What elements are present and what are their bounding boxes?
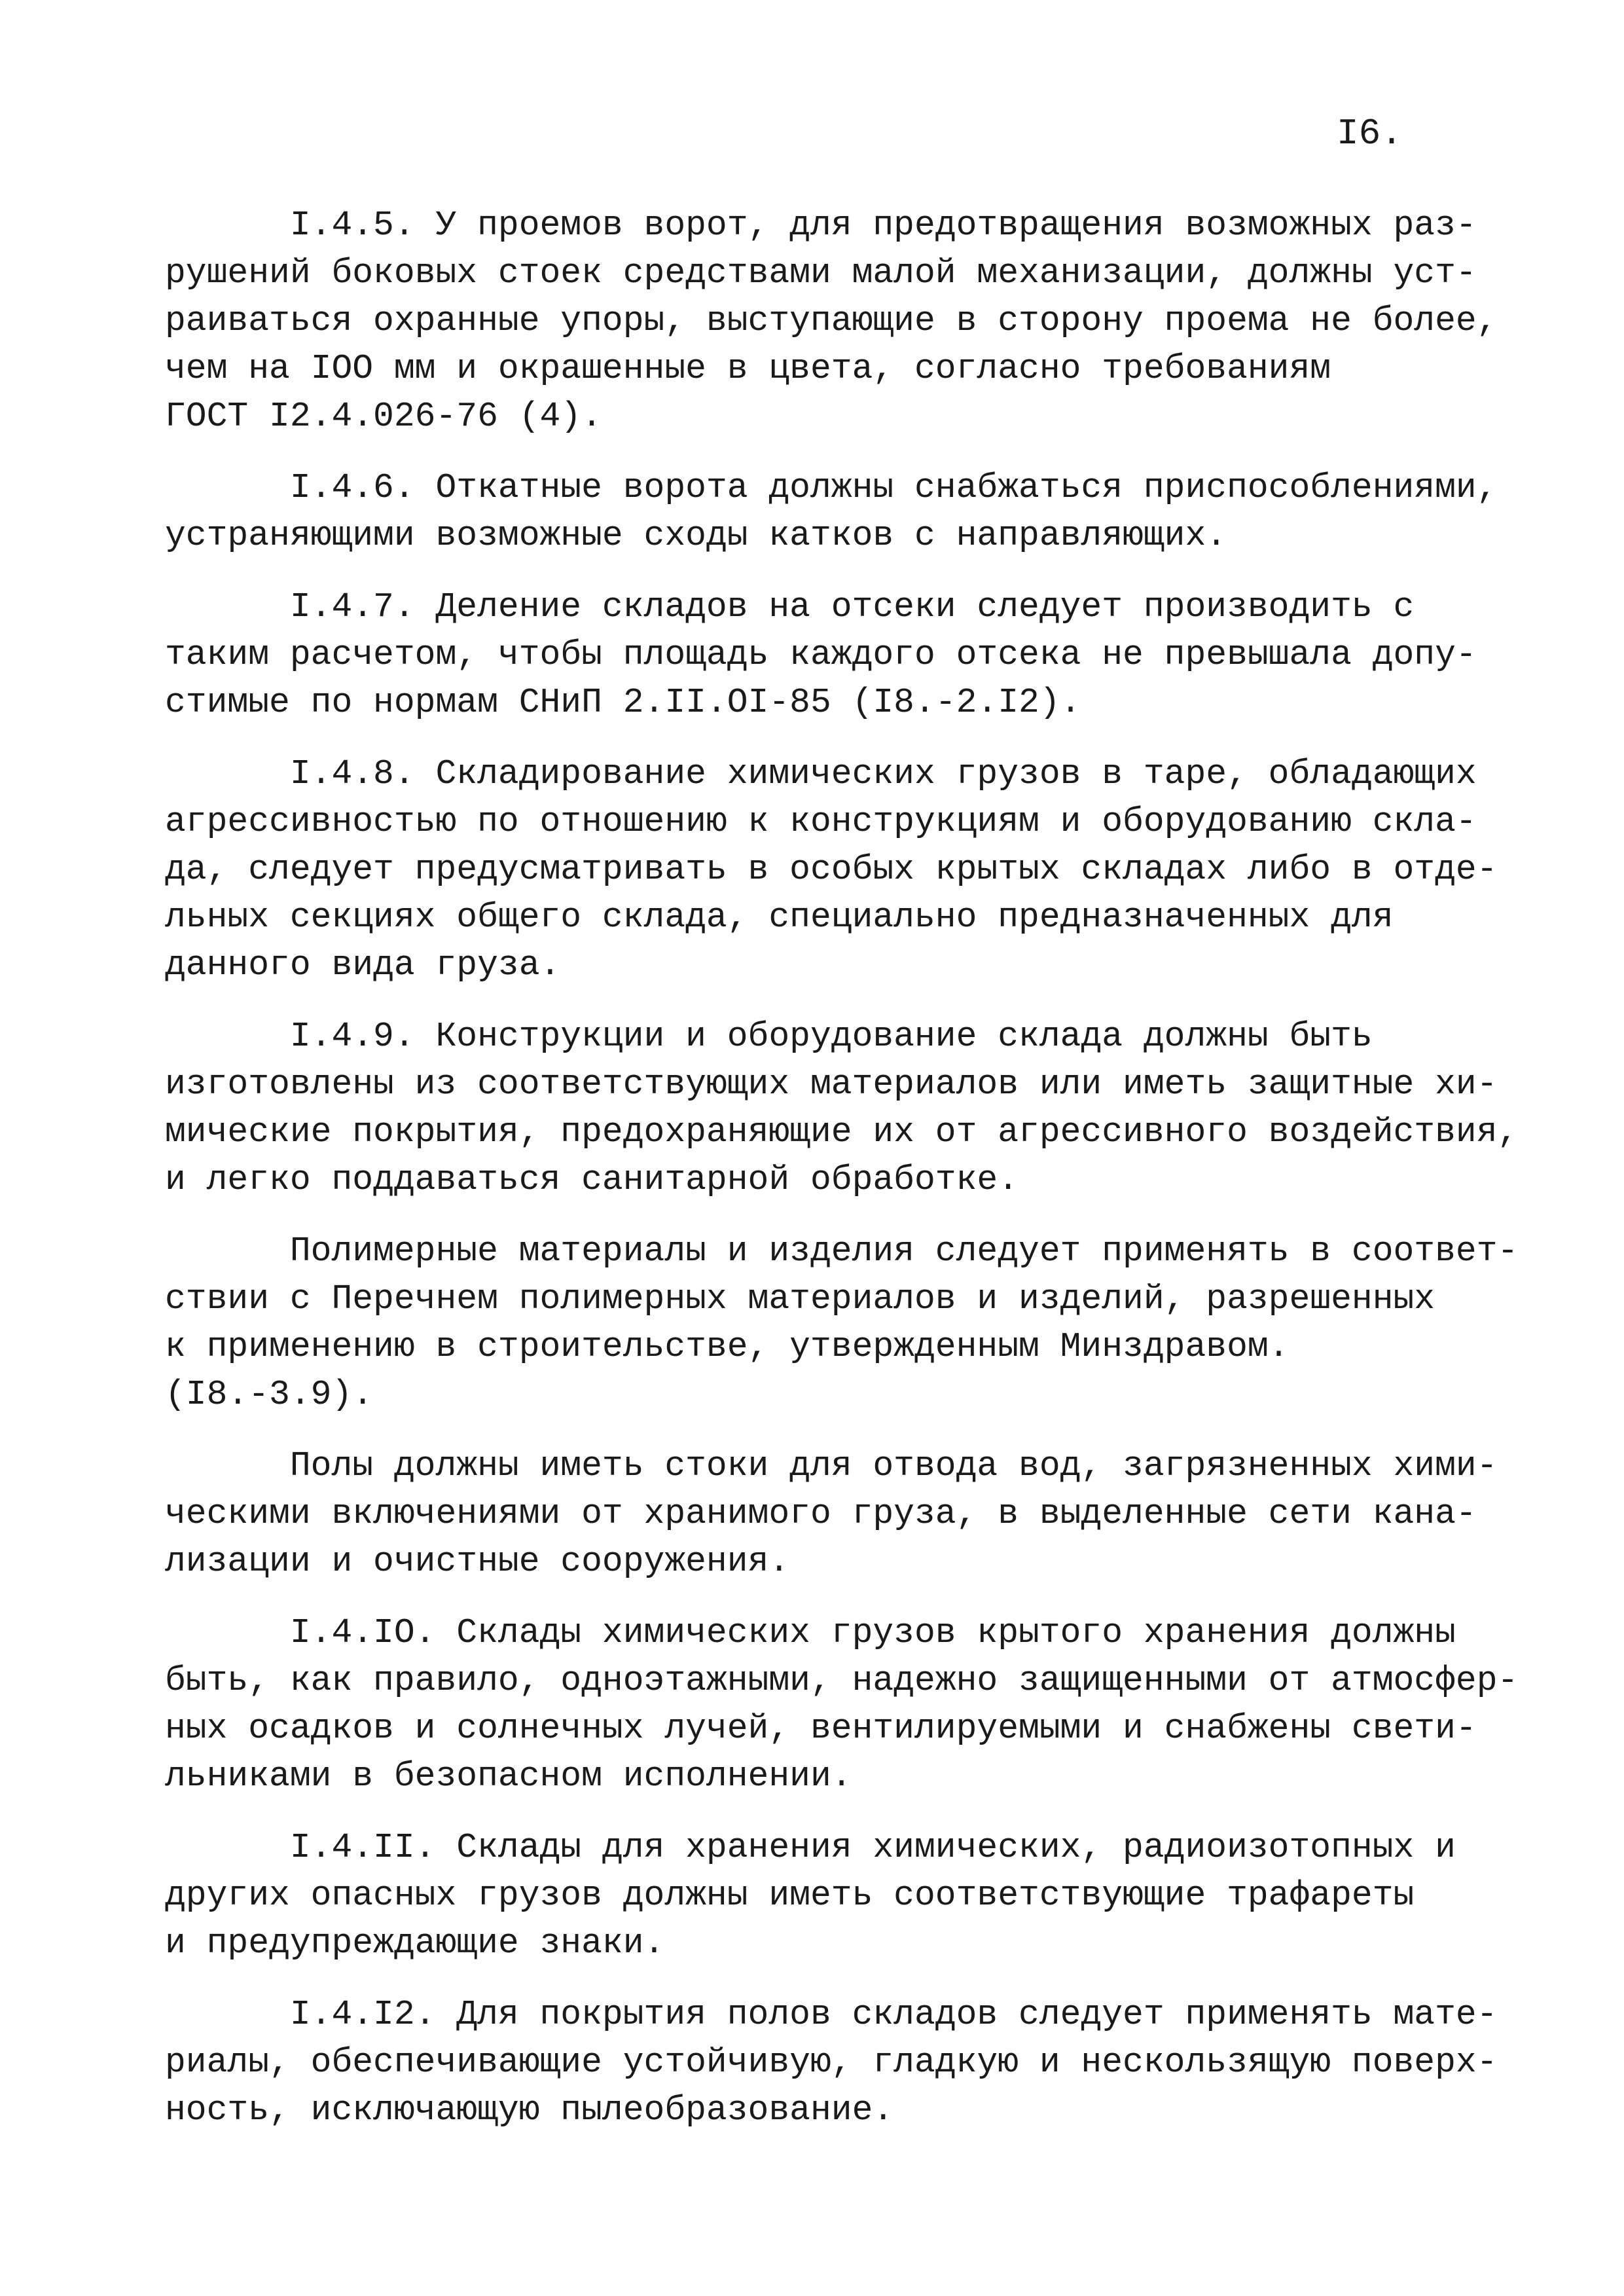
text-line: ГОСТ I2.4.026-76 (4). [165, 397, 602, 436]
text-line: да, следует предусматривать в особых крытых складах либо в отде- [165, 850, 1498, 889]
paragraph [165, 583, 1526, 727]
paragraph [165, 1824, 1526, 1967]
text-line: и предупреждающие знаки. [165, 1923, 665, 1963]
text-line: лизации и очистные сооружения. [165, 1542, 790, 1581]
text-line: I.4.6. Откатные ворота должны снабжаться приспособлениями, [165, 468, 1498, 507]
text-line: мические покрытия, предохраняющие их от агрессивного воздействия, [165, 1112, 1519, 1152]
text-line: и легко поддаваться санитарной обработке. [165, 1160, 1019, 1199]
paragraph [165, 1442, 1526, 1586]
text-line: ных осадков и солнечных лучей, вентилируемыми и снабжены свети- [165, 1709, 1477, 1748]
text-line: I.4.5. У проемов ворот, для предотвращения возможных раз- [165, 206, 1477, 245]
paragraph [165, 464, 1526, 560]
text-line: изготовлены из соответствующих материалов или иметь защитные хи- [165, 1065, 1498, 1104]
text-line: агрессивностью по отношению к конструкциям и оборудованию скла- [165, 802, 1477, 841]
text-line: ствии с Перечнем полимерных материалов и изделий, разрешенных [165, 1279, 1435, 1319]
text-line: к применению в строительстве, утвержденным Минздравом. [165, 1327, 1290, 1366]
text-line: (I8.-3.9). [165, 1375, 374, 1414]
page-number: I6. [1337, 113, 1403, 155]
paragraph [165, 1228, 1526, 1419]
text-line: льниками в безопасном исполнении. [165, 1757, 852, 1796]
text-line: быть, как правило, одноэтажными, надежно защищенными от атмосфер- [165, 1661, 1519, 1700]
text-line: I.4.II. Склады для хранения химических, радиоизотопных и [165, 1828, 1456, 1867]
paragraph [165, 1991, 1526, 2134]
text-line: I.4.I2. Для покрытия полов складов следует применять мате- [165, 1995, 1498, 2034]
text-line: чем на IOO мм и окрашенные в цвета, согласно требованиям [165, 349, 1331, 388]
paragraph [165, 202, 1526, 441]
text-line: льных секциях общего склада, специально предназначенных для [165, 898, 1394, 937]
text-line: Полы должны иметь стоки для отвода вод, загрязненных хими- [165, 1446, 1498, 1485]
paragraph [165, 1609, 1526, 1800]
paragraph [165, 750, 1526, 989]
text-line: Полимерные материалы и изделия следует применять в соответ- [165, 1231, 1519, 1271]
text-line: данного вида груза. [165, 945, 561, 985]
text-line: стимые по нормам СНиП 2.II.OI-85 (I8.-2.I2). [165, 683, 1081, 722]
text-line: рушений боковых стоек средствами малой механизации, должны уст- [165, 253, 1477, 293]
text-line: I.4.7. Деление складов на отсеки следует производить с [165, 587, 1415, 627]
document-body [165, 202, 1526, 2158]
text-line: таким расчетом, чтобы площадь каждого отсека не превышала допу- [165, 635, 1477, 674]
text-line: I.4.IO. Склады химических грузов крытого хранения должны [165, 1613, 1456, 1652]
text-line: I.4.8. Складирование химических грузов в таре, обладающих [165, 754, 1477, 793]
paragraph [165, 1013, 1526, 1204]
text-line: раиваться охранные упоры, выступающие в сторону проема не более, [165, 301, 1498, 340]
text-line: других опасных грузов должны иметь соответствующие трафареты [165, 1876, 1415, 1915]
text-line: устраняющими возможные сходы катков с направляющих. [165, 516, 1227, 555]
text-line: I.4.9. Конструкции и оборудование склада должны быть [165, 1017, 1373, 1056]
text-line: ность, исключающую пылеобразование. [165, 2090, 894, 2130]
text-line: риалы, обеспечивающие устойчивую, гладкую и нескользящую поверх- [165, 2043, 1498, 2082]
text-line: ческими включениями от хранимого груза, в выделенные сети кана- [165, 1494, 1477, 1533]
